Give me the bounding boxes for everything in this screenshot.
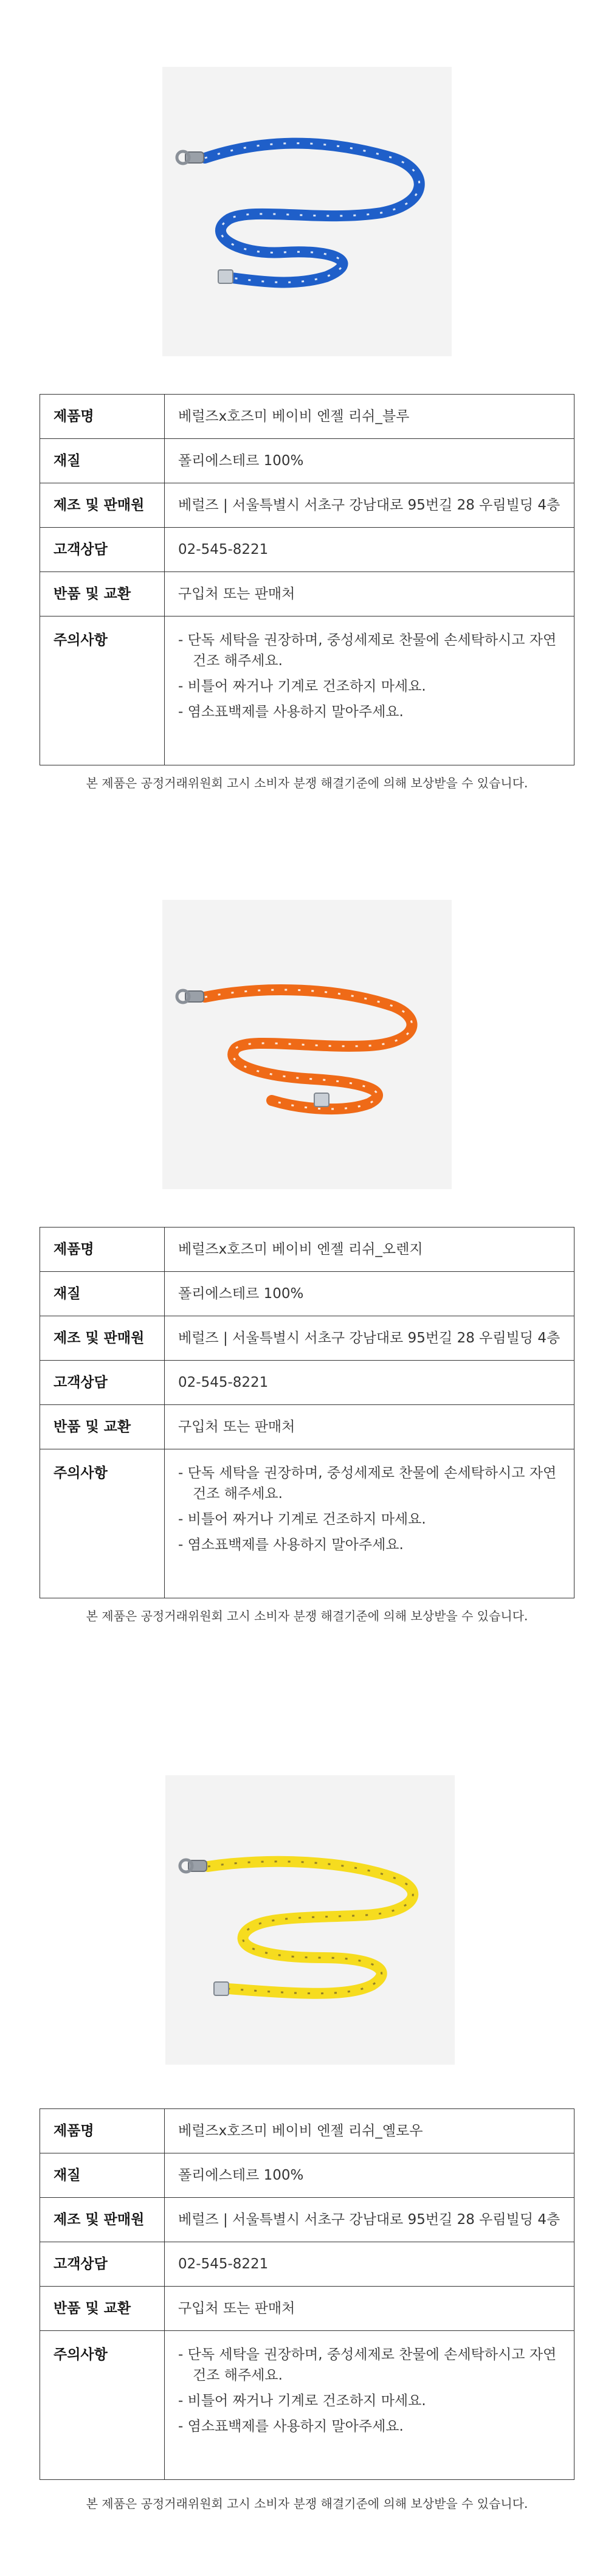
- consumer-notice: 본 제품은 공정거래위원회 고시 소비자 분쟁 해결기준에 의해 보상받을 수 있습니다.: [86, 1609, 528, 1623]
- customer-service-value: 02-545-8221: [165, 1361, 574, 1405]
- cautions-value: [165, 2331, 574, 2480]
- product-name-label: 제품명: [40, 395, 165, 439]
- table-row: [40, 572, 574, 616]
- cautions-label: 주의사항: [40, 1449, 165, 1598]
- material-label: 재질: [40, 2153, 165, 2198]
- table-row: [40, 1405, 574, 1449]
- cautions-value: [165, 616, 574, 765]
- material-label: 재질: [40, 439, 165, 483]
- returns-value: 구입처 또는 판매처: [165, 572, 574, 616]
- product-name-label: 제품명: [40, 1228, 165, 1272]
- returns-value: 구입처 또는 판매처: [165, 1405, 574, 1449]
- consumer-notice: 본 제품은 공정거래위원회 고시 소비자 분쟁 해결기준에 의해 보상받을 수 있습니다.: [86, 2496, 528, 2511]
- cautions-label: 주의사항: [40, 616, 165, 765]
- table-row: [40, 2242, 574, 2287]
- product-info-table-orange: [40, 1227, 574, 1598]
- table-row: [40, 2287, 574, 2331]
- product-photo-orange: [162, 900, 452, 1189]
- cautions-value: [165, 1449, 574, 1598]
- blue-leash-icon: [162, 67, 452, 356]
- table-row: [40, 528, 574, 572]
- caution-item: - 비틀어 짜거나 기계로 건조하지 마세요.: [178, 679, 426, 694]
- caution-item: - 단독 세탁을 권장하며, 중성세제로 찬물에 손세탁하시고 자연건조 해주세요.: [178, 632, 557, 669]
- caution-item: - 단독 세탁을 권장하며, 중성세제로 찬물에 손세탁하시고 자연건조 해주세요.: [178, 1465, 557, 1502]
- table-row: [40, 2109, 574, 2153]
- consumer-notice: 본 제품은 공정거래위원회 고시 소비자 분쟁 해결기준에 의해 보상받을 수 있습니다.: [86, 776, 528, 790]
- yellow-leash-icon: [165, 1775, 455, 2065]
- customer-service-value: 02-545-8221: [165, 2242, 574, 2287]
- product-photo-yellow: [165, 1775, 455, 2065]
- material-value: 폴리에스테르 100%: [165, 2153, 574, 2198]
- table-row: [40, 616, 574, 765]
- manufacturer-value: 베럴즈 | 서울특별시 서초구 강남대로 95번길 28 우림빌딩 4층: [165, 483, 574, 528]
- product-info-table-blue: [40, 394, 574, 765]
- caution-item: - 염소표백제를 사용하지 말아주세요.: [178, 704, 404, 720]
- material-value: 폴리에스테르 100%: [165, 439, 574, 483]
- table-row: [40, 1228, 574, 1272]
- manufacturer-value: 베럴즈 | 서울특별시 서초구 강남대로 95번길 28 우림빌딩 4층: [165, 2198, 574, 2242]
- returns-label: 반품 및 교환: [40, 2287, 165, 2331]
- cautions-list: [178, 2344, 561, 2437]
- caution-item: - 염소표백제를 사용하지 말아주세요.: [178, 1537, 404, 1553]
- caution-item: - 염소표백제를 사용하지 말아주세요.: [178, 2419, 404, 2434]
- customer-service-label: 고객상담: [40, 1361, 165, 1405]
- product-name-label: 제품명: [40, 2109, 165, 2153]
- caution-item: - 단독 세탁을 권장하며, 중성세제로 찬물에 손세탁하시고 자연건조 해주세요.: [178, 2347, 557, 2383]
- manufacturer-label: 제조 및 판매원: [40, 2198, 165, 2242]
- table-row: [40, 2153, 574, 2198]
- product-name-value: 베럴즈x호즈미 베이비 엔젤 리쉬_오렌지: [165, 1228, 574, 1272]
- table-row: [40, 439, 574, 483]
- cautions-list: [178, 1463, 561, 1555]
- table-row: [40, 2331, 574, 2480]
- table-row: [40, 1272, 574, 1316]
- product-name-value: 베럴즈x호즈미 베이비 엔젤 리쉬_옐로우: [165, 2109, 574, 2153]
- table-row: [40, 1361, 574, 1405]
- material-label: 재질: [40, 1272, 165, 1316]
- table-row: [40, 1316, 574, 1361]
- returns-label: 반품 및 교환: [40, 572, 165, 616]
- manufacturer-value: 베럴즈 | 서울특별시 서초구 강남대로 95번길 28 우림빌딩 4층: [165, 1316, 574, 1361]
- customer-service-label: 고객상담: [40, 2242, 165, 2287]
- material-value: 폴리에스테르 100%: [165, 1272, 574, 1316]
- customer-service-value: 02-545-8221: [165, 528, 574, 572]
- caution-item: - 비틀어 짜거나 기계로 건조하지 마세요.: [178, 2393, 426, 2409]
- manufacturer-label: 제조 및 판매원: [40, 483, 165, 528]
- product-name-value: 베럴즈x호즈미 베이비 엔젤 리쉬_블루: [165, 395, 574, 439]
- returns-label: 반품 및 교환: [40, 1405, 165, 1449]
- caution-item: - 비틀어 짜거나 기계로 건조하지 마세요.: [178, 1511, 426, 1527]
- product-photo-blue: [162, 67, 452, 356]
- table-row: [40, 395, 574, 439]
- product-info-table-yellow: [40, 2108, 574, 2480]
- cautions-list: [178, 630, 561, 722]
- manufacturer-label: 제조 및 판매원: [40, 1316, 165, 1361]
- table-row: [40, 483, 574, 528]
- cautions-label: 주의사항: [40, 2331, 165, 2480]
- returns-value: 구입처 또는 판매처: [165, 2287, 574, 2331]
- orange-leash-icon: [162, 900, 452, 1189]
- customer-service-label: 고객상담: [40, 528, 165, 572]
- table-row: [40, 1449, 574, 1598]
- table-row: [40, 2198, 574, 2242]
